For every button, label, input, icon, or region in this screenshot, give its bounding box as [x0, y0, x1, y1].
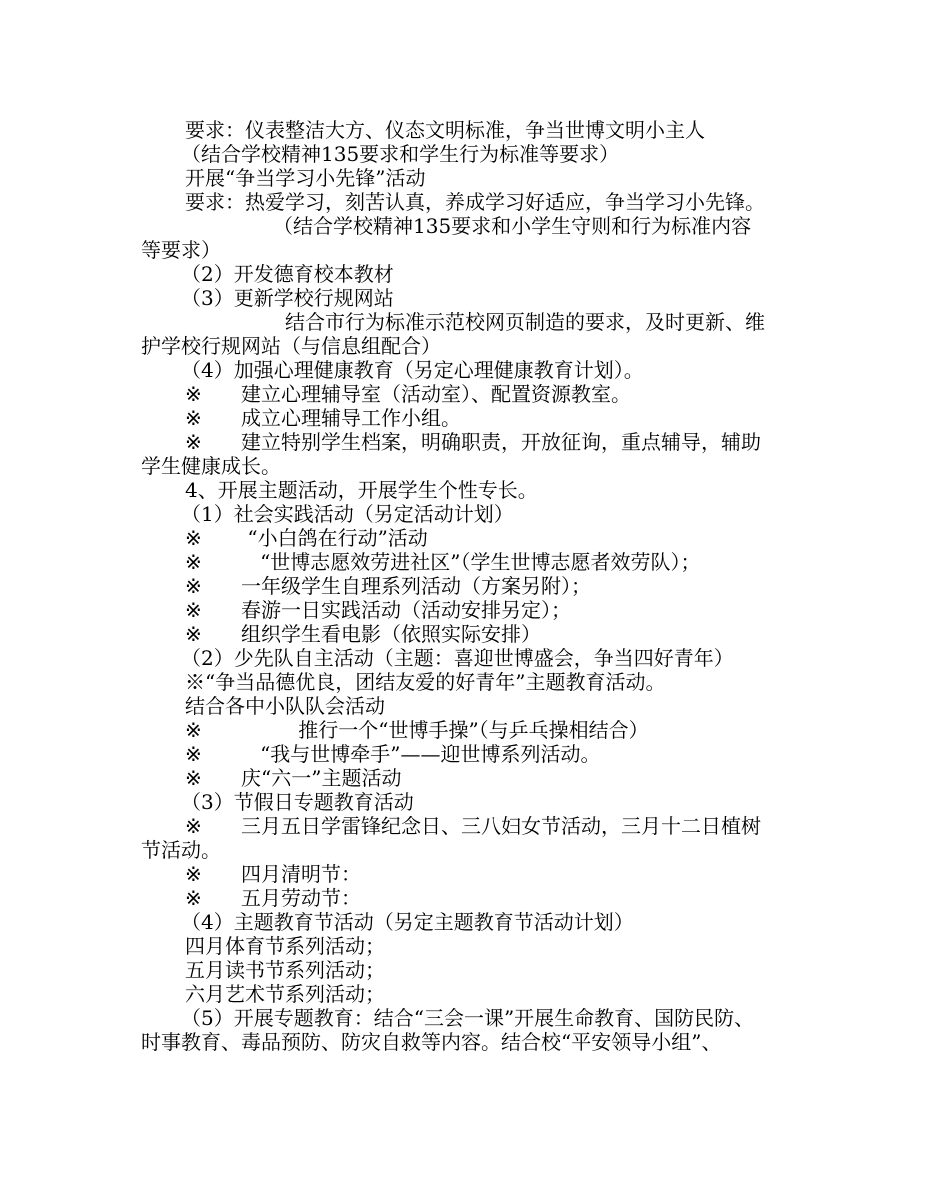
reference-mark-icon: ※ — [185, 406, 202, 430]
bullet-item — [141, 430, 831, 454]
text-line: （结合学校精神135要求和小学生守则和行为标准内容 — [273, 214, 752, 238]
bullet-item — [141, 718, 831, 742]
bullet-item — [141, 886, 831, 910]
text-line: 学生健康成长。 — [141, 454, 281, 478]
bullet-text: “小白鸽在行动”活动 — [241, 526, 428, 550]
text-line: 时事教育、毒品预防、防灾自救等内容。结合校“平安领导小组”、 — [141, 1030, 722, 1054]
text-line: 四月体育节系列活动； — [185, 934, 385, 958]
bullet-text: “世博志愿效劳进社区”（学生世博志愿者效劳队）； — [241, 550, 701, 574]
bullet-text: 一年级学生自理系列活动（方案另附）； — [241, 574, 591, 598]
bullet-text: 五月劳动节： — [241, 886, 361, 910]
reference-mark-icon: ※ — [185, 742, 202, 766]
bullet-item — [141, 598, 831, 622]
reference-mark-icon: ※ — [185, 622, 202, 646]
text-line: 结合各中小队队会活动 — [185, 694, 385, 718]
text-line: 六月艺术节系列活动； — [185, 982, 385, 1006]
text-line: 结合市行为标准示范校网页制造的要求，及时更新、维 — [285, 310, 765, 334]
bullet-text: 建立心理辅导室（活动室）、配置资源教室。 — [241, 382, 631, 406]
bullet-text: 春游一日实践活动（活动安排另定）； — [241, 598, 571, 622]
reference-mark-icon: ※ — [185, 598, 202, 622]
bullet-item — [141, 574, 831, 598]
bullet-text: “我与世博牵手”——迎世博系列活动。 — [241, 742, 601, 766]
bullet-item — [141, 382, 831, 406]
reference-mark-icon: ※ — [185, 430, 202, 454]
bullet-text: 四月清明节： — [241, 862, 361, 886]
reference-mark-icon: ※ — [185, 550, 202, 574]
reference-mark-icon: ※ — [185, 574, 202, 598]
reference-mark-icon: ※ — [185, 382, 202, 406]
text-line: （结合学校精神135要求和学生行为标准等要求） — [181, 142, 620, 166]
bullet-item — [141, 742, 831, 766]
text-line: （2）开发德育校本教材 — [181, 262, 394, 286]
text-line: （1）社会实践活动（另定活动计划） — [181, 502, 514, 526]
bullet-text: 组织学生看电影（依照实际安排） — [241, 622, 541, 646]
text-line: 五月读书节系列活动； — [185, 958, 385, 982]
text-line: 等要求） — [141, 238, 221, 262]
reference-mark-icon: ※ — [185, 718, 202, 742]
text-line: 要求：仪表整洁大方、仪态文明标准，争当世博文明小主人 — [185, 118, 705, 142]
text-line: 要求：热爱学习，刻苦认真，养成学习好适应，争当学习小先锋。 — [185, 190, 765, 214]
bullet-text: 建立特别学生档案，明确职责，开放征询，重点辅导，辅助 — [241, 430, 761, 454]
bullet-text: 三月五日学雷锋纪念日、三八妇女节活动，三月十二日植树 — [241, 814, 761, 838]
section-heading: 4、开展主题活动，开展学生个性专长。 — [185, 478, 538, 502]
bullet-item — [141, 550, 831, 574]
reference-mark-icon: ※ — [185, 886, 202, 910]
bullet-item — [141, 862, 831, 886]
reference-mark-icon: ※ — [185, 862, 202, 886]
bullet-item — [141, 622, 831, 646]
text-line: （4）加强心理健康教育（另定心理健康教育计划）。 — [181, 358, 644, 382]
text-line: （3）更新学校行规网站 — [181, 286, 394, 310]
text-line: 开展“争当学习小先锋”活动 — [185, 166, 426, 190]
reference-mark-icon: ※ — [185, 814, 202, 838]
bullet-item — [141, 406, 831, 430]
bullet-item — [141, 766, 831, 790]
reference-mark-icon: ※ — [185, 526, 202, 550]
text-line: （5）开展专题教育：结合“三会一课”开展生命教育、国防民防、 — [181, 1006, 755, 1030]
bullet-text: 庆“六一”主题活动 — [241, 766, 402, 790]
reference-mark-icon: ※ — [185, 766, 202, 790]
text-line: ※“争当品德优良，团结友爱的好青年”主题教育活动。 — [185, 670, 666, 694]
text-line: （2）少先队自主活动（主题：喜迎世博盛会，争当四好青年） — [181, 646, 734, 670]
bullet-item — [141, 814, 831, 838]
text-line: （4）主题教育节活动（另定主题教育节活动计划） — [181, 910, 634, 934]
text-line: 节活动。 — [141, 838, 221, 862]
text-line: （3）节假日专题教育活动 — [181, 790, 414, 814]
bullet-item — [141, 526, 831, 550]
bullet-text: 成立心理辅导工作小组。 — [241, 406, 461, 430]
document-body — [141, 118, 831, 1054]
text-line: 护学校行规网站（与信息组配合） — [141, 334, 441, 358]
bullet-text: 推行一个“世博手操”（与乒乓操相结合） — [241, 718, 649, 742]
